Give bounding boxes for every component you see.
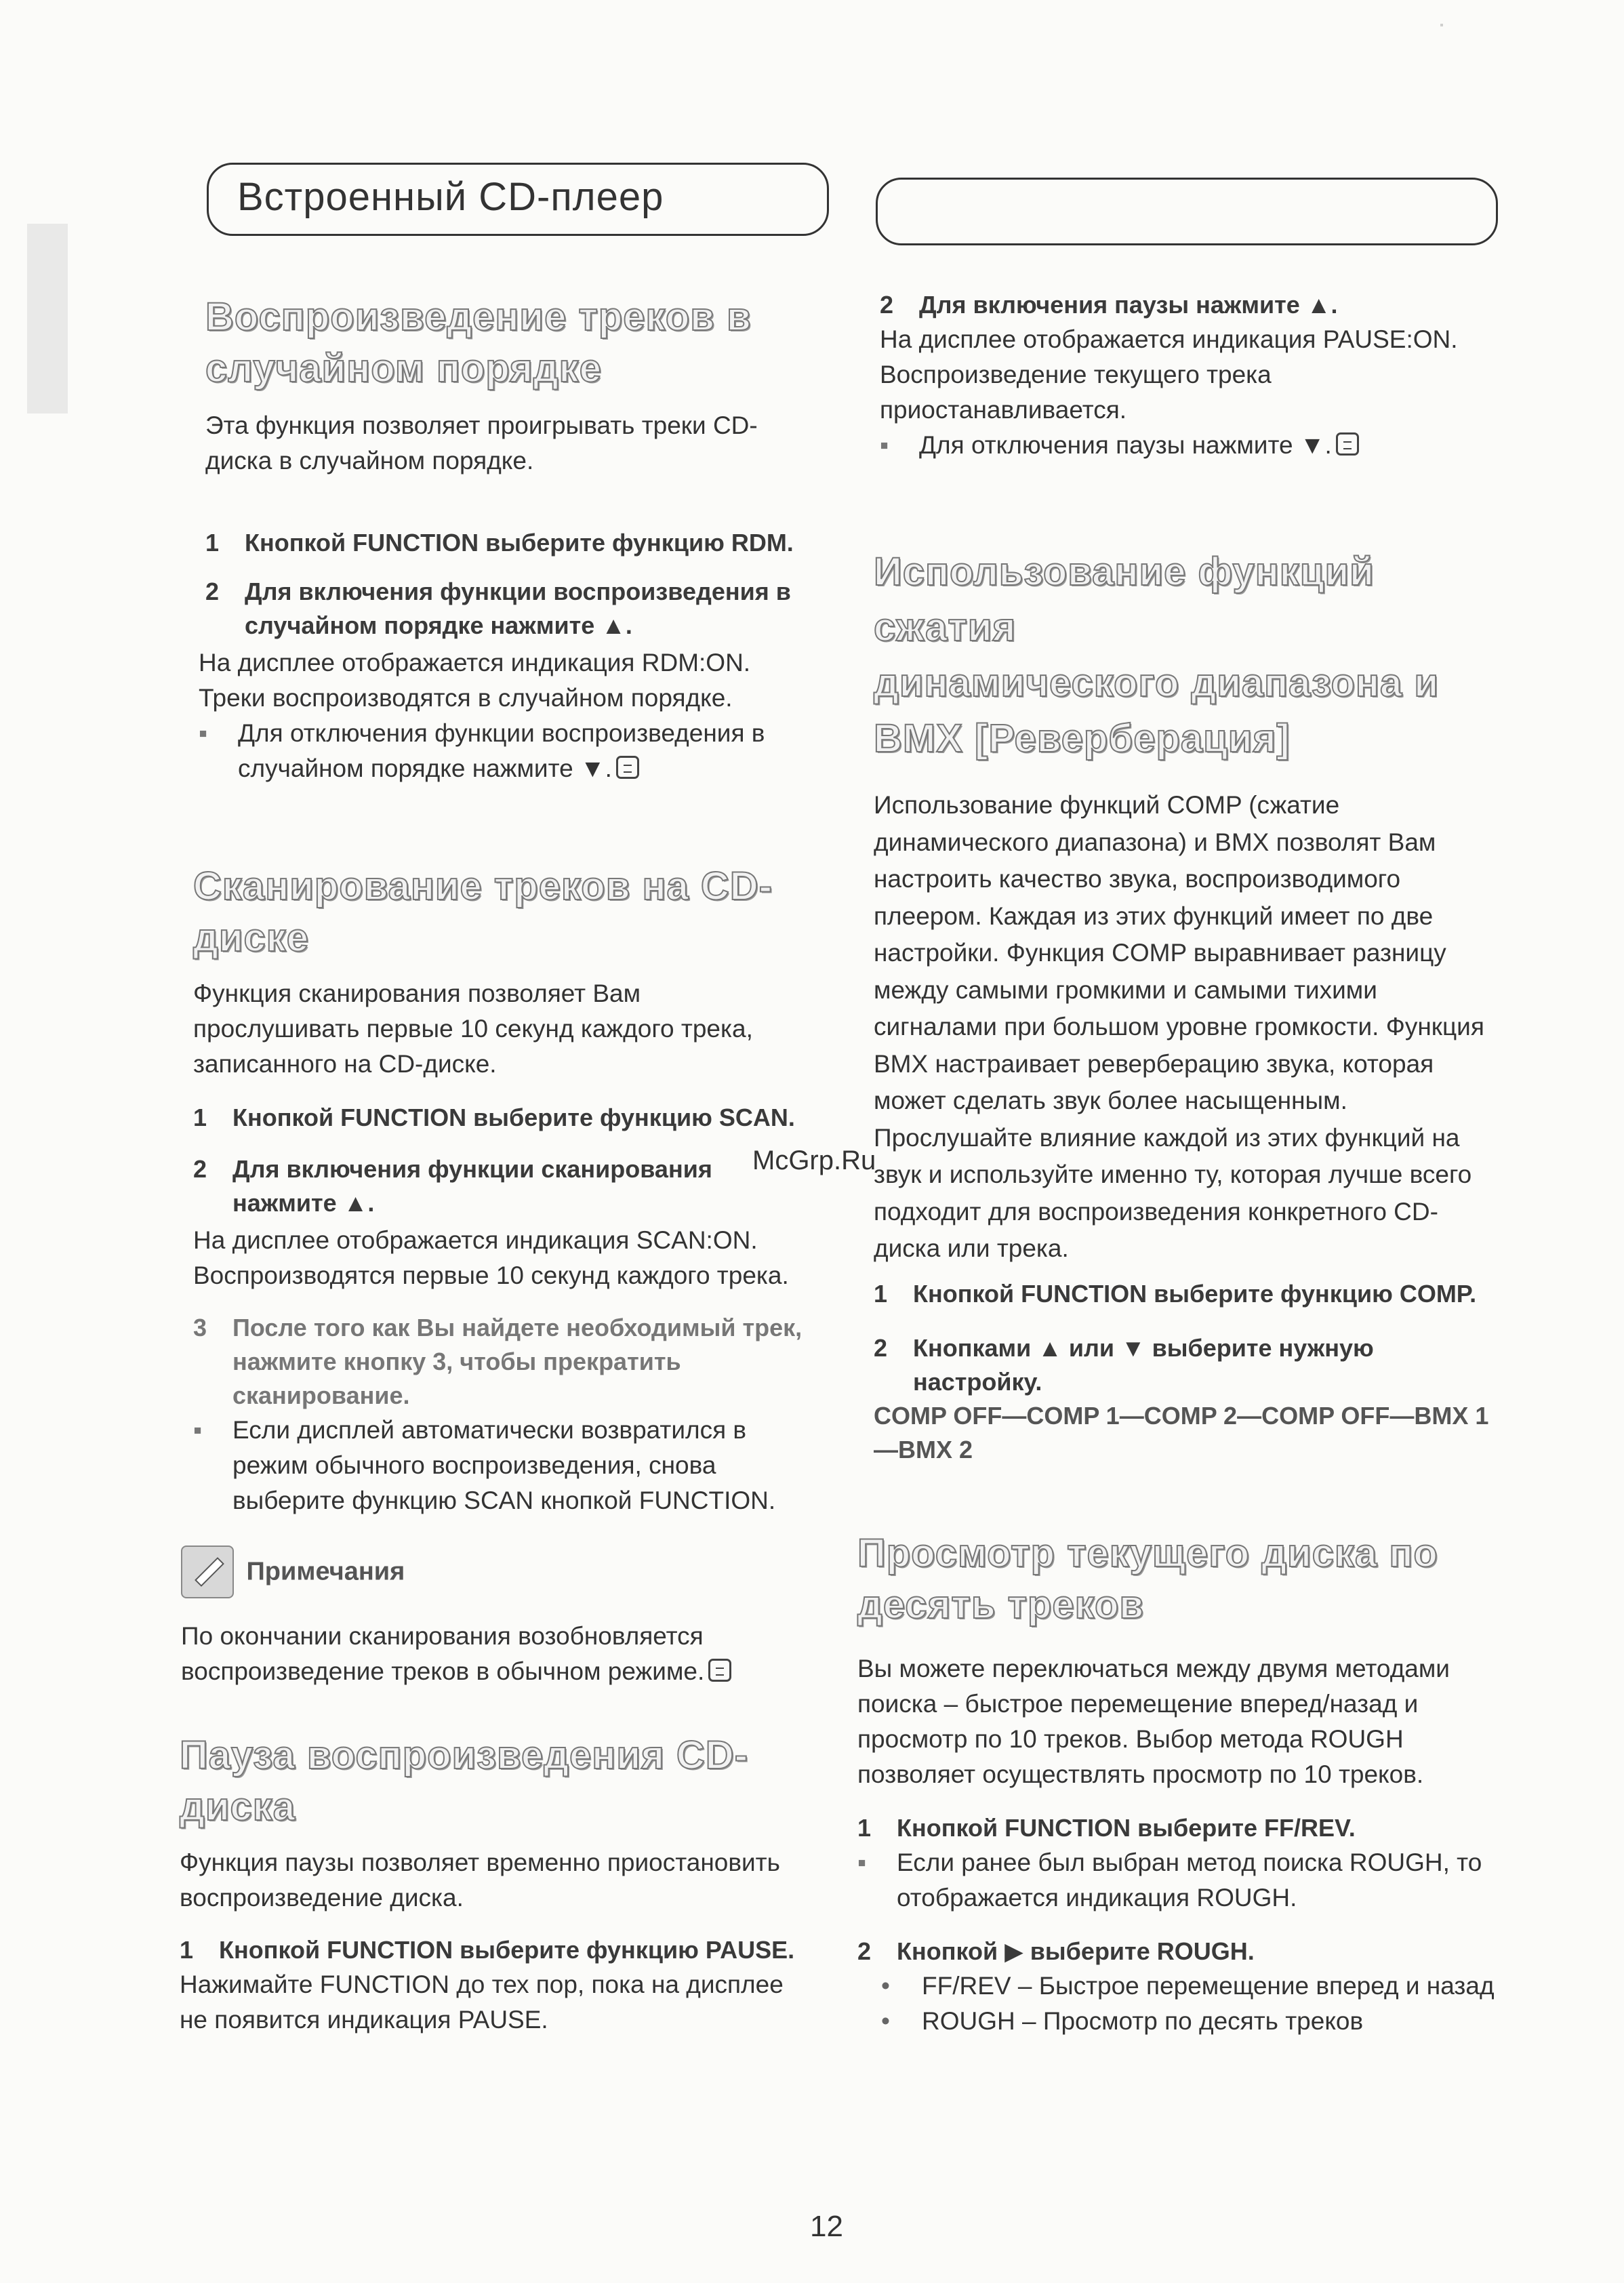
pause-step-1: 1 Кнопкой FUNCTION выберите функцию PAUSE. (180, 1936, 795, 1964)
rough-step-1: 1 Кнопкой FUNCTION выберите FF/REV. (857, 1813, 1356, 1842)
random-bullet: ▪ Для отключения функции воспроизведения в случайном порядке нажмите ▼. (199, 716, 810, 786)
square-bullet-icon: ▪ (193, 1416, 203, 1444)
pause-step-2: 2 Для включения паузы нажмите ▲. (880, 291, 1338, 319)
notes-text: По окончании сканирования возобновляется воспроизведение треков в обычном режиме. (181, 1619, 810, 1689)
square-bullet-icon: ▪ (199, 719, 208, 747)
page-number: 12 (810, 2210, 843, 2243)
scan-heading: Сканирование треков на CD- диске (193, 864, 773, 960)
pause-step-1-text: Нажимайте FUNCTION до тех пор, пока на дисплее не появится индикация PAUSE. (180, 1971, 784, 2034)
random-intro: Эта функция позволяет проигрывать треки CD-диска в случайном порядке. (205, 411, 758, 474)
rough-option-rough: • ROUGH – Просмотр по десять треков (857, 2004, 1501, 2039)
rough-bullet: ▪ Если ранее был выбран метод поиска ROUGH, то отображается индикация ROUGH. (857, 1845, 1501, 1916)
circle-bullet-icon: • (881, 2006, 890, 2035)
pause-heading: Пауза воспроизведения CD-диска (180, 1733, 749, 1829)
random-section (199, 291, 810, 786)
pause-intro: Функция паузы позволяет временно приостановить воспроизведение диска. (180, 1848, 780, 1912)
watermark: McGrp.Ru (752, 1146, 876, 1175)
section-header-left (207, 163, 829, 236)
notes-section (181, 1545, 810, 1689)
scan-artifact (1440, 24, 1443, 26)
pause-section (180, 1730, 810, 2038)
random-step-2: 2 Для включения функции воспроизведения в случайном порядке нажмите ▲. (205, 578, 791, 639)
scan-step-2-text: На дисплее отображается индикация SCAN:ON. Воспроизводятся первые 10 секунд каждого трека. (193, 1226, 789, 1289)
scan-intro: Функция сканирования позволяет Вам прослушивать первые 10 секунд каждого трека, записанного на CD-диске. (193, 979, 753, 1078)
pause-step-2-text: На дисплее отображается индикация PAUSE:ON. Воспроизведение текущего трека приостанавливается. (880, 325, 1458, 424)
random-heading: Воспроизведение треков в случайном порядке (205, 295, 752, 390)
rough-step-2: 2 Кнопкой ▶ выберите ROUGH. (857, 1937, 1255, 1965)
end-mark-icon (616, 756, 639, 779)
notes-title: Примечания (246, 1557, 405, 1586)
scan-step-3: 3 После того как Вы найдете необходимый трек, нажмите кнопку 3, чтобы прекратить сканирование. (193, 1314, 803, 1409)
random-step-2-text: На дисплее отображается индикация RDM:ON. Треки воспроизводятся в случайном порядке. (199, 649, 751, 712)
comp-heading: Использование функций сжатия динамического диапазона и BMX [Реверберация] (874, 550, 1439, 761)
pencil-note-icon (181, 1545, 234, 1598)
square-bullet-icon: ▪ (857, 1848, 867, 1876)
comp-step-1: 1 Кнопкой FUNCTION выберите функцию COMP. (874, 1279, 1477, 1308)
comp-step-2: 2 Кнопками ▲ или ▼ выберите нужную настройку. (874, 1333, 1374, 1396)
comp-intro: Использование функций COMP (сжатие динамического диапазона) и BMX позволят Вам настроить качество звука, воспроизводимого плеером. Каждая из этих функций имеет по две настройки. Функция COMP выравнивает разницу между самыми громкими и самыми тихими сигналами при большом уровне громкости. Функция BMX настраивает реверберацию звука, которая может сделать звук более насыщенным. Прослушайте влияние каждой из этих функций на звук и используйте именно ту, которая лучше всего подходит для воспроизведения конкретного CD-диска или трека. (874, 791, 1484, 1262)
pause-continued (880, 288, 1501, 463)
scan-bullet: ▪ Если дисплей автоматически возвратился в режим обычного воспроизведения, снова выберите функцию SCAN кнопкой FUNCTION. (193, 1413, 810, 1518)
pause-bullet: ▪ Для отключения паузы нажмите ▼. (880, 428, 1501, 463)
scan-artifact (27, 224, 68, 413)
scan-section (193, 861, 810, 1518)
section-header-right (876, 178, 1498, 245)
left-column (173, 291, 810, 2038)
notes-header (181, 1545, 810, 1598)
random-step-1: 1 Кнопкой FUNCTION выберите функцию RDM. (205, 529, 794, 557)
scan-step-1: 1 Кнопкой FUNCTION выберите функцию SCAN. (193, 1104, 795, 1131)
right-column (851, 288, 1501, 2039)
comp-section (874, 544, 1501, 1467)
rough-intro: Вы можете переключаться между двумя методами поиска – быстрое перемещение вперед/назад и просмотр по 10 треков. Выбор метода ROUGH позволяет осуществлять просмотр по 10 треков. (857, 1654, 1450, 1788)
scan-step-2: 2 Для включения функции сканирования нажмите ▲. (193, 1155, 712, 1217)
circle-bullet-icon: • (881, 1971, 890, 2000)
end-mark-icon (708, 1659, 731, 1682)
rough-section (857, 1528, 1501, 2039)
rough-heading: Просмотр текущего диска по десять треков (857, 1531, 1438, 1627)
end-mark-icon (1336, 432, 1359, 456)
section-header-title: Встроенный CD-плеер (237, 175, 664, 219)
rough-option-ffrev: • FF/REV – Быстрое перемещение вперед и назад (857, 1968, 1501, 2004)
comp-sequence: COMP OFF—COMP 1—COMP 2—COMP OFF—BMX 1—BMX 2 (874, 1401, 1489, 1463)
square-bullet-icon: ▪ (880, 431, 889, 459)
